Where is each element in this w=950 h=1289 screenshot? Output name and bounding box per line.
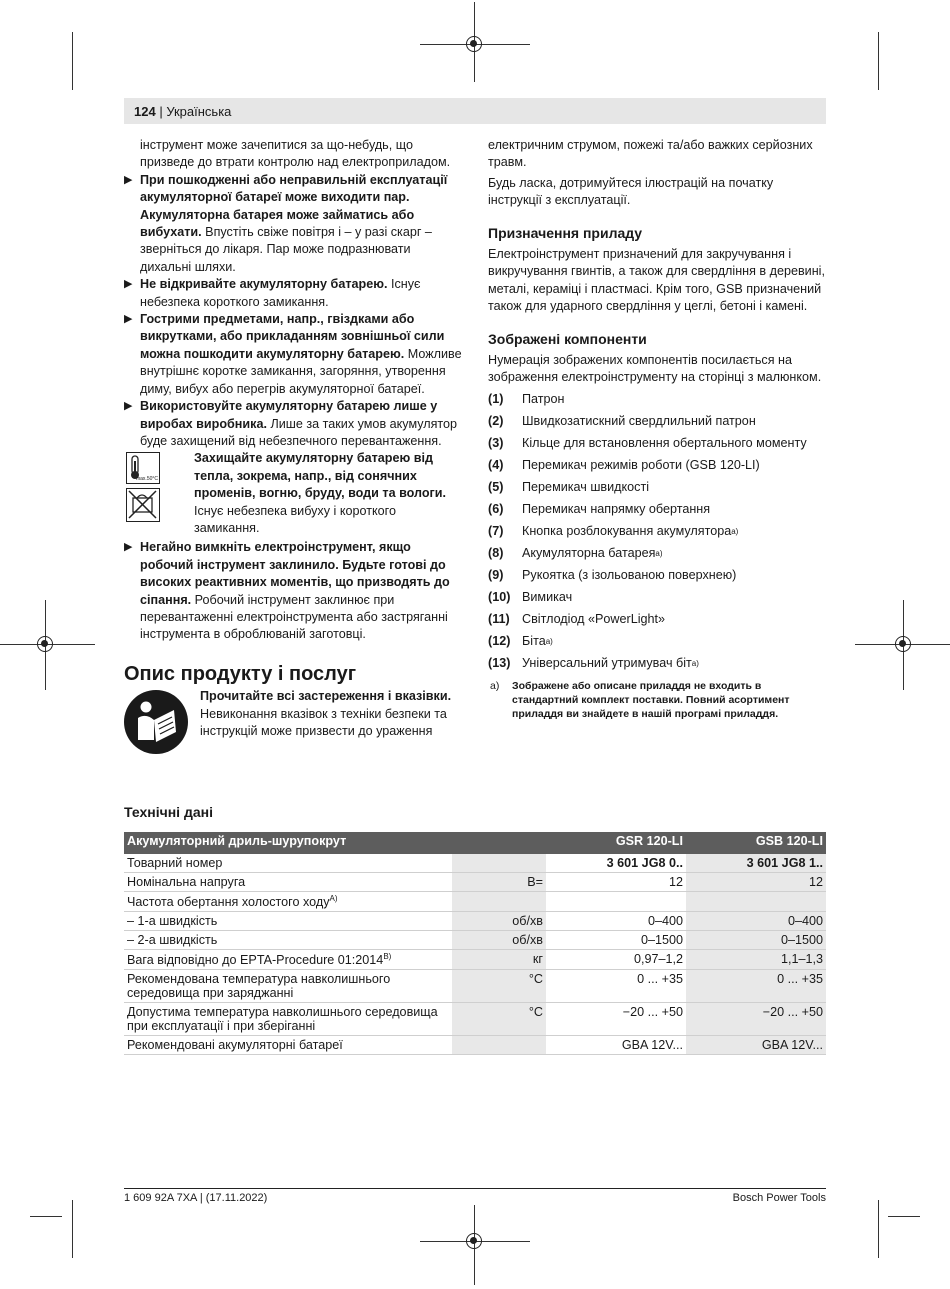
table-cell: В= [452,873,546,892]
bold-line: Використовуйте акумуляторну батарею лише у [140,399,438,414]
component-number: (9) [488,568,504,583]
list-item [488,631,828,653]
bold-line: Прочитайте всі застереження і вказівки. [200,689,452,704]
component-label: Патрон [522,392,565,407]
body-line: Існує небезпека вибуху і короткого [194,503,396,518]
body-text: Лише за таких умов акумулятор [266,416,458,431]
intro-line: призведе до втрати контролю над електроприладом. [140,155,451,170]
body-line: Будь ласка, дотримуйтеся ілюстрацій на початку [488,175,774,190]
footnote-ref: a) [655,549,663,559]
table-cell: GBA 12V... [546,1036,686,1055]
bold-text: виробах виробника. [140,416,267,431]
bold-line: тепла, зокрема, напр., від сонячних [194,468,417,483]
component-number: (6) [488,502,504,517]
body-line: буде захищений від небезпечного перевантаження. [140,433,442,448]
crop-mark [72,1200,73,1258]
table-cell: °C [452,970,546,1003]
no-water-icon [126,488,160,522]
table-cell: об/хв [452,912,546,931]
footer-divider [124,1188,826,1189]
table-row [124,1036,826,1055]
component-number: (7) [488,524,504,539]
body-line: також для ударного свердління у цеглі, бетоні і камені. [488,299,808,314]
component-number: (1) [488,392,504,407]
component-label: Перемикач напрямку обертання [522,502,711,517]
registration-mark-icon [466,36,482,52]
cell-text: Вага відповідно до EPTA-Procedure 01:2014 [127,953,384,968]
crop-mark [878,1200,879,1258]
table-cell [452,1036,546,1055]
table-header: GSR 120-LI [546,832,686,854]
list-item [488,389,828,411]
registration-mark-icon [37,636,53,652]
bold-line: Гострими предметами, напр., гвіздками або [140,312,415,327]
crop-mark [888,1216,920,1217]
body-line: інструкцій може призвести до ураження [200,724,433,738]
footer-right: Bosch Power Tools [732,1192,826,1204]
table-row [124,970,826,1003]
warning-bullet [124,276,464,311]
component-label: Універсальний утримувач біт [522,656,692,671]
component-label: Світлодіод «PowerLight» [522,612,666,627]
intro-line: інструмент може зачепитися за що-небудь, що [140,138,413,152]
list-item [488,653,828,675]
arrow-right-icon: ▶ [124,313,133,326]
body-line: дихальні шляхи. [140,259,236,274]
crop-mark [878,32,879,90]
table-cell [124,1003,452,1036]
table-cell: Номінальна напруга [124,873,452,892]
component-label: Перемикач режимів роботи (GSB 120-LI) [522,458,760,473]
footer-left: 1 609 92A 7XA | (17.11.2022) [124,1192,268,1204]
table-cell: кг [452,950,546,970]
tech-data-table [124,832,826,1055]
list-item [488,411,828,433]
list-item [488,565,828,587]
table-cell: −20 ... +50 [686,1003,826,1036]
arrow-right-icon: ▶ [124,173,133,186]
table-cell [452,892,546,912]
warning-bullet [124,398,464,450]
table-cell: −20 ... +50 [546,1003,686,1036]
footnote-line: Зображене або описане приладдя не входить в [512,679,762,692]
footnote-ref: A) [329,894,338,903]
cell-text: Допустима температура навколишнього середовища [127,1005,438,1020]
bold-text: можна пошкодити акумуляторну батарею. [140,346,405,361]
component-number: (10) [488,590,511,605]
body-line: викручування гвинтів, а також для свердління в деревині, [488,264,825,279]
table-header-row [124,832,826,854]
list-item [488,521,828,543]
read-manual-icon [124,690,188,754]
bold-line: При пошкодженні або неправильній експлуатації [140,172,448,187]
body-line: електричним струмом, пожежі та/або важких серйозних [488,138,813,152]
body-line: Невиконання вказівок з техніки безпеки та [200,706,447,721]
table-cell: – 2-а швидкість [124,931,452,950]
bold-line: променів, вогню, бруду, води та вологи. [194,486,447,501]
body-line: зверніться до лікаря. Пар може подразнювати [140,242,411,257]
table-row [124,931,826,950]
body-text: Робочий інструмент заклинює при [191,592,395,607]
bold-line: викрутками, або прикладанням зовнішньої сили [140,329,445,344]
header-language: Українська [166,104,232,119]
body-line: диму, вибух або перегрів акумуляторної батареї. [140,381,425,396]
body-line: зображення електроінструменту на сторінці з малюнком. [488,370,822,385]
footnote-ref: a) [731,527,739,537]
list-item [488,477,828,499]
page-number: 124 [134,104,156,119]
arrow-right-icon: ▶ [124,278,133,291]
table-header: Акумуляторний дриль-шурупокрут [124,832,452,854]
section-title: Опис продукту і послуг [124,662,357,685]
component-number: (3) [488,436,504,451]
crop-mark [30,1216,62,1217]
table-cell: 12 [686,873,826,892]
table-cell: Товарний номер [124,854,452,873]
bold-line: акумуляторної батареї може виходити пар. [140,190,410,205]
component-number: (13) [488,656,511,671]
component-label: Швидкозатискний свердлильний патрон [522,414,756,429]
table-cell [124,892,452,912]
table-row [124,873,826,892]
bold-text: вибухати. [140,225,202,240]
body-text: Можливе [404,346,462,361]
table-row [124,1003,826,1036]
footnote-ref: a) [545,637,553,647]
bold-line: Негайно вимкніть електроінструмент, якщо [140,540,411,555]
table-cell: GBA 12V... [686,1036,826,1055]
table-row [124,950,826,970]
list-item [488,499,828,521]
table-header [452,832,546,854]
bold-line: робочий інструмент заклинило. Будьте готові до [140,557,446,572]
body-line: внутрішнє коротке замикання, загоряння, утворення [140,364,446,379]
footnote-line: стандартний комплект поставки. Повний асортимент [512,693,790,706]
left-column [124,137,464,740]
footnote [488,679,828,721]
component-number: (2) [488,414,504,429]
heat-warning [124,450,464,537]
component-number: (11) [488,612,510,627]
table-cell: 12 [546,873,686,892]
component-label: Біта [522,634,546,649]
body-line: Електроінструмент призначений для закручування і [488,247,792,262]
components-list [488,389,828,675]
right-column [488,137,828,721]
table-cell: °C [452,1003,546,1036]
bold-line: високих реактивних моментів, що призводять до [140,575,450,590]
page-header-text: 124 | Українська [134,104,232,119]
read-warning [124,688,464,740]
table-cell [452,854,546,873]
list-item [488,455,828,477]
list-item [488,587,828,609]
warning-bullet [124,311,464,398]
body-line: травм. [488,155,527,170]
component-number: (4) [488,458,504,473]
footnote-ref: B) [383,952,392,962]
cell-text: Частота обертання холостого ходу [127,895,330,910]
bold-text: сіпання. [140,592,192,607]
table-cell: 0–400 [546,912,686,931]
component-label: Перемикач швидкості [522,480,650,495]
arrow-right-icon: ▶ [124,541,133,554]
body-line: замикання. [194,520,260,535]
table-cell [124,950,452,970]
purpose-heading: Призначення приладу [488,224,643,241]
table-cell: Рекомендовані акумуляторні батареї [124,1036,452,1055]
cell-text: при експлуатації і при зберіганні [127,1019,316,1034]
footnote-mark: a) [490,679,500,692]
body-line: інструкції з експлуатації. [488,193,631,208]
body-line: перевантаженні електроінструмента або застряганні [140,609,448,624]
table-cell: об/хв [452,931,546,950]
component-number: (5) [488,480,504,495]
component-label: Акумуляторна батарея [522,546,656,561]
body-line: Нумерація зображених компонентів посилається на [488,353,792,368]
table-cell [546,892,686,912]
cell-text: Рекомендована температура навколишнього [127,972,391,987]
bold-line: Акумуляторна батарея може займатись або [140,207,415,222]
component-label: Кнопка розблокування акумулятора [522,524,732,539]
table-cell [686,892,826,912]
body-text: Впустіть свіже повітря і – у разі скарг – [201,225,432,240]
table-cell: – 1-а швидкість [124,912,452,931]
bold-line: Захищайте акумуляторну батарею від [194,451,433,466]
table-cell: 0,97–1,2 [546,950,686,970]
table-header: GSB 120-LI [686,832,826,854]
list-item [488,543,828,565]
cell-text: середовища при заряджанні [127,986,294,1001]
table-cell: 0–400 [686,912,826,931]
table-cell: 1,1–1,3 [686,950,826,970]
table-row [124,912,826,931]
warning-bullet [124,539,464,643]
registration-mark-icon [466,1233,482,1249]
body-line: інструмента в оброблюваній заготовці. [140,627,366,642]
components-heading: Зображені компоненти [488,330,647,347]
footnote-ref: a) [691,659,699,669]
thermometer-icon [126,452,160,484]
body-text: Існує [387,277,421,292]
tech-data-heading: Технічні дані [124,804,213,820]
table-cell: 0 ... +35 [546,970,686,1003]
bold-text: Не відкривайте акумуляторну батарею. [140,277,388,292]
registration-mark-icon [895,636,911,652]
table-cell: 0–1500 [686,931,826,950]
component-number: (12) [488,634,511,649]
component-label: Рукоятка (з ізольованою поверхнею) [522,568,737,583]
table-cell: 0–1500 [546,931,686,950]
footnote-line: приладдя ви знайдете в нашій програмі приладдя. [512,707,779,720]
crop-mark [72,32,73,90]
table-row [124,854,826,873]
component-number: (8) [488,546,504,561]
table-cell: 3 601 JG8 0.. [546,854,686,873]
component-label: Кільце для встановлення обертального моменту [522,436,807,451]
table-cell: 3 601 JG8 1.. [686,854,826,873]
list-item [488,433,828,455]
body-line: небезпека короткого замикання. [140,294,329,309]
table-cell [124,970,452,1003]
table-cell: 0 ... +35 [686,970,826,1003]
arrow-right-icon: ▶ [124,400,133,413]
table-row [124,892,826,912]
list-item [488,609,828,631]
body-line: металі, кераміці і пластмасі. Крім того, GSB призначений [488,281,822,296]
max-temp-label: max.50°C [135,476,158,483]
warning-bullet [124,172,464,276]
component-label: Вимикач [522,590,573,605]
